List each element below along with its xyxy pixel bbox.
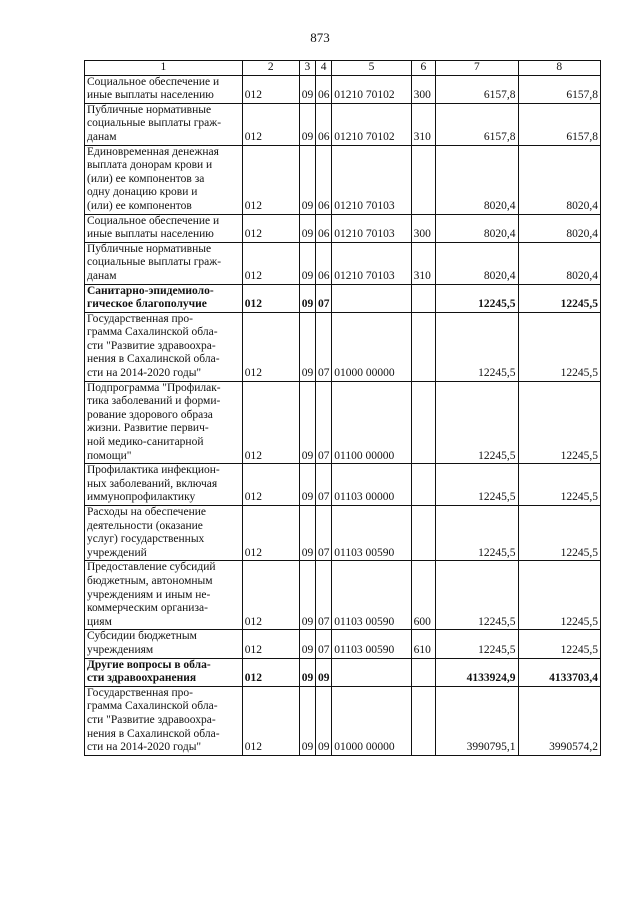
row-name-line: учреждениям и иным не- (87, 588, 211, 601)
table-row (85, 103, 601, 145)
row-name (85, 242, 243, 284)
row-amount-1: 12245,5 (436, 381, 518, 464)
row-target-article: 01210 70103 (332, 242, 411, 284)
row-name (85, 464, 243, 506)
row-amount-2: 8020,4 (518, 145, 600, 214)
row-name-line: иные выплаты населению (87, 228, 214, 241)
row-subsection-code: 06 (316, 242, 332, 284)
row-admin-code: 012 (242, 506, 299, 561)
row-name-line: Санитарно-эпидемиоло- (87, 284, 214, 297)
row-amount-2: 12245,5 (518, 464, 600, 506)
table-row (85, 75, 601, 103)
row-amount-2: 6157,8 (518, 103, 600, 145)
row-target-article: 01103 00000 (332, 464, 411, 506)
row-admin-code: 012 (242, 381, 299, 464)
column-header: 2 (242, 61, 299, 76)
row-admin-code: 012 (242, 242, 299, 284)
table-row (85, 284, 601, 312)
row-name-line: Государственная про- (87, 686, 194, 699)
row-name-line: данам (87, 130, 117, 143)
row-amount-1: 12245,5 (436, 464, 518, 506)
row-name (85, 145, 243, 214)
column-header: 8 (518, 61, 600, 76)
row-target-article: 01103 00590 (332, 561, 411, 630)
row-admin-code: 012 (242, 561, 299, 630)
row-expense-type: 310 (411, 103, 435, 145)
row-target-article: 01210 70102 (332, 103, 411, 145)
table-row (85, 381, 601, 464)
row-name-line: Государственная про- (87, 312, 194, 325)
row-expense-type (411, 506, 435, 561)
row-name (85, 506, 243, 561)
row-name-line: учреждений (87, 546, 147, 559)
row-subsection-code: 07 (316, 464, 332, 506)
row-target-article: 01210 70103 (332, 145, 411, 214)
row-target-article: 01000 00000 (332, 312, 411, 381)
row-admin-code: 012 (242, 464, 299, 506)
header-row (85, 61, 601, 76)
row-name-line: ной медико-санитарной (87, 436, 204, 449)
row-expense-type (411, 145, 435, 214)
row-name (85, 284, 243, 312)
row-amount-1: 3990795,1 (436, 686, 518, 755)
row-amount-2: 8020,4 (518, 242, 600, 284)
row-amount-1: 12245,5 (436, 284, 518, 312)
row-name (85, 214, 243, 242)
row-name-line: Публичные нормативные (87, 242, 212, 255)
row-target-article: 01100 00000 (332, 381, 411, 464)
row-target-article: 01103 00590 (332, 506, 411, 561)
row-name-line: сти на 2014-2020 годы" (87, 741, 202, 754)
row-subsection-code: 06 (316, 103, 332, 145)
row-amount-1: 12245,5 (436, 506, 518, 561)
row-amount-1: 8020,4 (436, 145, 518, 214)
row-section-code: 09 (299, 145, 315, 214)
table-row (85, 630, 601, 658)
row-name-line: рование здорового образа (87, 408, 213, 421)
row-expense-type (411, 686, 435, 755)
row-subsection-code: 09 (316, 686, 332, 755)
row-admin-code: 012 (242, 284, 299, 312)
row-amount-2: 12245,5 (518, 381, 600, 464)
row-name-line: Субсидии бюджетным (87, 630, 197, 643)
row-target-article: 01000 00000 (332, 686, 411, 755)
row-name-line: данам (87, 269, 117, 282)
row-admin-code: 012 (242, 630, 299, 658)
row-admin-code: 012 (242, 214, 299, 242)
row-name-line: жизни. Развитие первич- (87, 422, 209, 435)
row-amount-2: 3990574,2 (518, 686, 600, 755)
row-admin-code: 012 (242, 145, 299, 214)
table-header (85, 61, 601, 76)
row-name-line: сти здравоохранения (87, 672, 197, 685)
row-name (85, 686, 243, 755)
row-name-line: сти "Развитие здравоохра- (87, 339, 216, 352)
row-subsection-code: 07 (316, 312, 332, 381)
row-subsection-code: 07 (316, 381, 332, 464)
row-section-code: 09 (299, 284, 315, 312)
table-row (85, 561, 601, 630)
row-name (85, 75, 243, 103)
row-name-line: социальные выплаты граж- (87, 256, 222, 269)
row-name-line: Социальное обеспечение и (87, 75, 220, 88)
row-expense-type: 310 (411, 242, 435, 284)
row-expense-type (411, 312, 435, 381)
row-subsection-code: 06 (316, 214, 332, 242)
row-name-line: Единовременная денежная (87, 145, 219, 158)
table-row (85, 686, 601, 755)
row-target-article (332, 284, 411, 312)
table-row (85, 242, 601, 284)
row-name-line: Профилактика инфекцион- (87, 464, 220, 477)
row-target-article (332, 658, 411, 686)
row-name-line: (или) ее компонентов за (87, 172, 205, 185)
row-section-code: 09 (299, 103, 315, 145)
row-section-code: 09 (299, 686, 315, 755)
table-row (85, 312, 601, 381)
row-amount-2: 12245,5 (518, 630, 600, 658)
row-amount-2: 6157,8 (518, 75, 600, 103)
row-section-code: 09 (299, 506, 315, 561)
table-row (85, 464, 601, 506)
row-amount-2: 4133703,4 (518, 658, 600, 686)
budget-table (84, 60, 601, 756)
row-name-line: коммерческим организа- (87, 602, 208, 615)
row-amount-1: 8020,4 (436, 242, 518, 284)
row-target-article: 01210 70102 (332, 75, 411, 103)
row-section-code: 09 (299, 630, 315, 658)
row-amount-1: 6157,8 (436, 75, 518, 103)
row-section-code: 09 (299, 464, 315, 506)
row-name-line: ных заболеваний, включая (87, 477, 218, 490)
row-name-line: Расходы на обеспечение (87, 506, 206, 518)
row-section-code: 09 (299, 242, 315, 284)
row-admin-code: 012 (242, 658, 299, 686)
row-name-line: грамма Сахалинской обла- (87, 326, 218, 339)
row-name-line: выплата донорам крови и (87, 159, 213, 172)
column-header: 1 (85, 61, 243, 76)
row-name (85, 658, 243, 686)
row-expense-type (411, 658, 435, 686)
row-amount-1: 6157,8 (436, 103, 518, 145)
row-name-line: социальные выплаты граж- (87, 117, 222, 130)
row-subsection-code: 06 (316, 75, 332, 103)
row-amount-1: 8020,4 (436, 214, 518, 242)
row-subsection-code: 07 (316, 284, 332, 312)
row-name-line: гическое благополучие (87, 298, 207, 311)
row-name-line: иные выплаты населению (87, 89, 214, 102)
row-target-article: 01103 00590 (332, 630, 411, 658)
row-name-line: грамма Сахалинской обла- (87, 700, 218, 713)
table-body (85, 75, 601, 755)
row-name-line: помощи" (87, 449, 132, 462)
table-row (85, 658, 601, 686)
page-number: 873 (310, 30, 330, 45)
row-name-line: бюджетным, автономным (87, 574, 213, 587)
table-row (85, 506, 601, 561)
row-section-code: 09 (299, 214, 315, 242)
row-name-line: сти на 2014-2020 годы" (87, 367, 202, 380)
column-header: 6 (411, 61, 435, 76)
column-header: 7 (436, 61, 518, 76)
row-name-line: Публичные нормативные (87, 103, 212, 116)
row-name-line: услуг) государственных (87, 533, 205, 546)
row-name-line: циям (87, 615, 112, 628)
row-amount-2: 12245,5 (518, 561, 600, 630)
row-expense-type (411, 284, 435, 312)
row-subsection-code: 07 (316, 561, 332, 630)
column-header: 3 (299, 61, 315, 76)
row-expense-type: 300 (411, 214, 435, 242)
column-header: 5 (332, 61, 411, 76)
row-name-line: (или) ее компонентов (87, 199, 192, 212)
table-row (85, 214, 601, 242)
row-amount-2: 12245,5 (518, 312, 600, 381)
row-name-line: учреждениям (87, 643, 154, 656)
row-name-line: одну донацию крови и (87, 186, 198, 199)
row-section-code: 09 (299, 381, 315, 464)
table-row (85, 145, 601, 214)
row-expense-type: 600 (411, 561, 435, 630)
row-name-line: Предоставление субсидий (87, 561, 216, 574)
row-name-line: нения в Сахалинской обла- (87, 353, 220, 366)
row-amount-2: 12245,5 (518, 506, 600, 561)
row-admin-code: 012 (242, 312, 299, 381)
row-name-line: Другие вопросы в обла- (87, 658, 211, 671)
row-section-code: 09 (299, 75, 315, 103)
row-section-code: 09 (299, 312, 315, 381)
row-expense-type: 610 (411, 630, 435, 658)
row-subsection-code: 07 (316, 506, 332, 561)
row-name (85, 381, 243, 464)
column-header: 4 (316, 61, 332, 76)
row-name-line: Подпрограмма "Профилак- (87, 381, 221, 394)
row-name (85, 561, 243, 630)
row-subsection-code: 06 (316, 145, 332, 214)
row-name-line: Социальное обеспечение и (87, 214, 220, 227)
row-subsection-code: 07 (316, 630, 332, 658)
row-admin-code: 012 (242, 75, 299, 103)
row-amount-1: 4133924,9 (436, 658, 518, 686)
row-admin-code: 012 (242, 103, 299, 145)
row-section-code: 09 (299, 561, 315, 630)
row-section-code: 09 (299, 658, 315, 686)
row-expense-type (411, 381, 435, 464)
row-name (85, 630, 243, 658)
row-subsection-code: 09 (316, 658, 332, 686)
row-name-line: иммунопрофилактику (87, 491, 196, 504)
row-amount-2: 8020,4 (518, 214, 600, 242)
row-expense-type: 300 (411, 75, 435, 103)
row-name (85, 312, 243, 381)
row-expense-type (411, 464, 435, 506)
row-amount-1: 12245,5 (436, 312, 518, 381)
row-name-line: деятельности (оказание (87, 519, 203, 532)
row-admin-code: 012 (242, 686, 299, 755)
row-name-line: тика заболеваний и форми- (87, 395, 221, 408)
row-name (85, 103, 243, 145)
row-name-line: сти "Развитие здравоохра- (87, 713, 216, 726)
row-amount-1: 12245,5 (436, 630, 518, 658)
row-amount-2: 12245,5 (518, 284, 600, 312)
row-target-article: 01210 70103 (332, 214, 411, 242)
row-amount-1: 12245,5 (436, 561, 518, 630)
row-name-line: нения в Сахалинской обла- (87, 727, 220, 740)
